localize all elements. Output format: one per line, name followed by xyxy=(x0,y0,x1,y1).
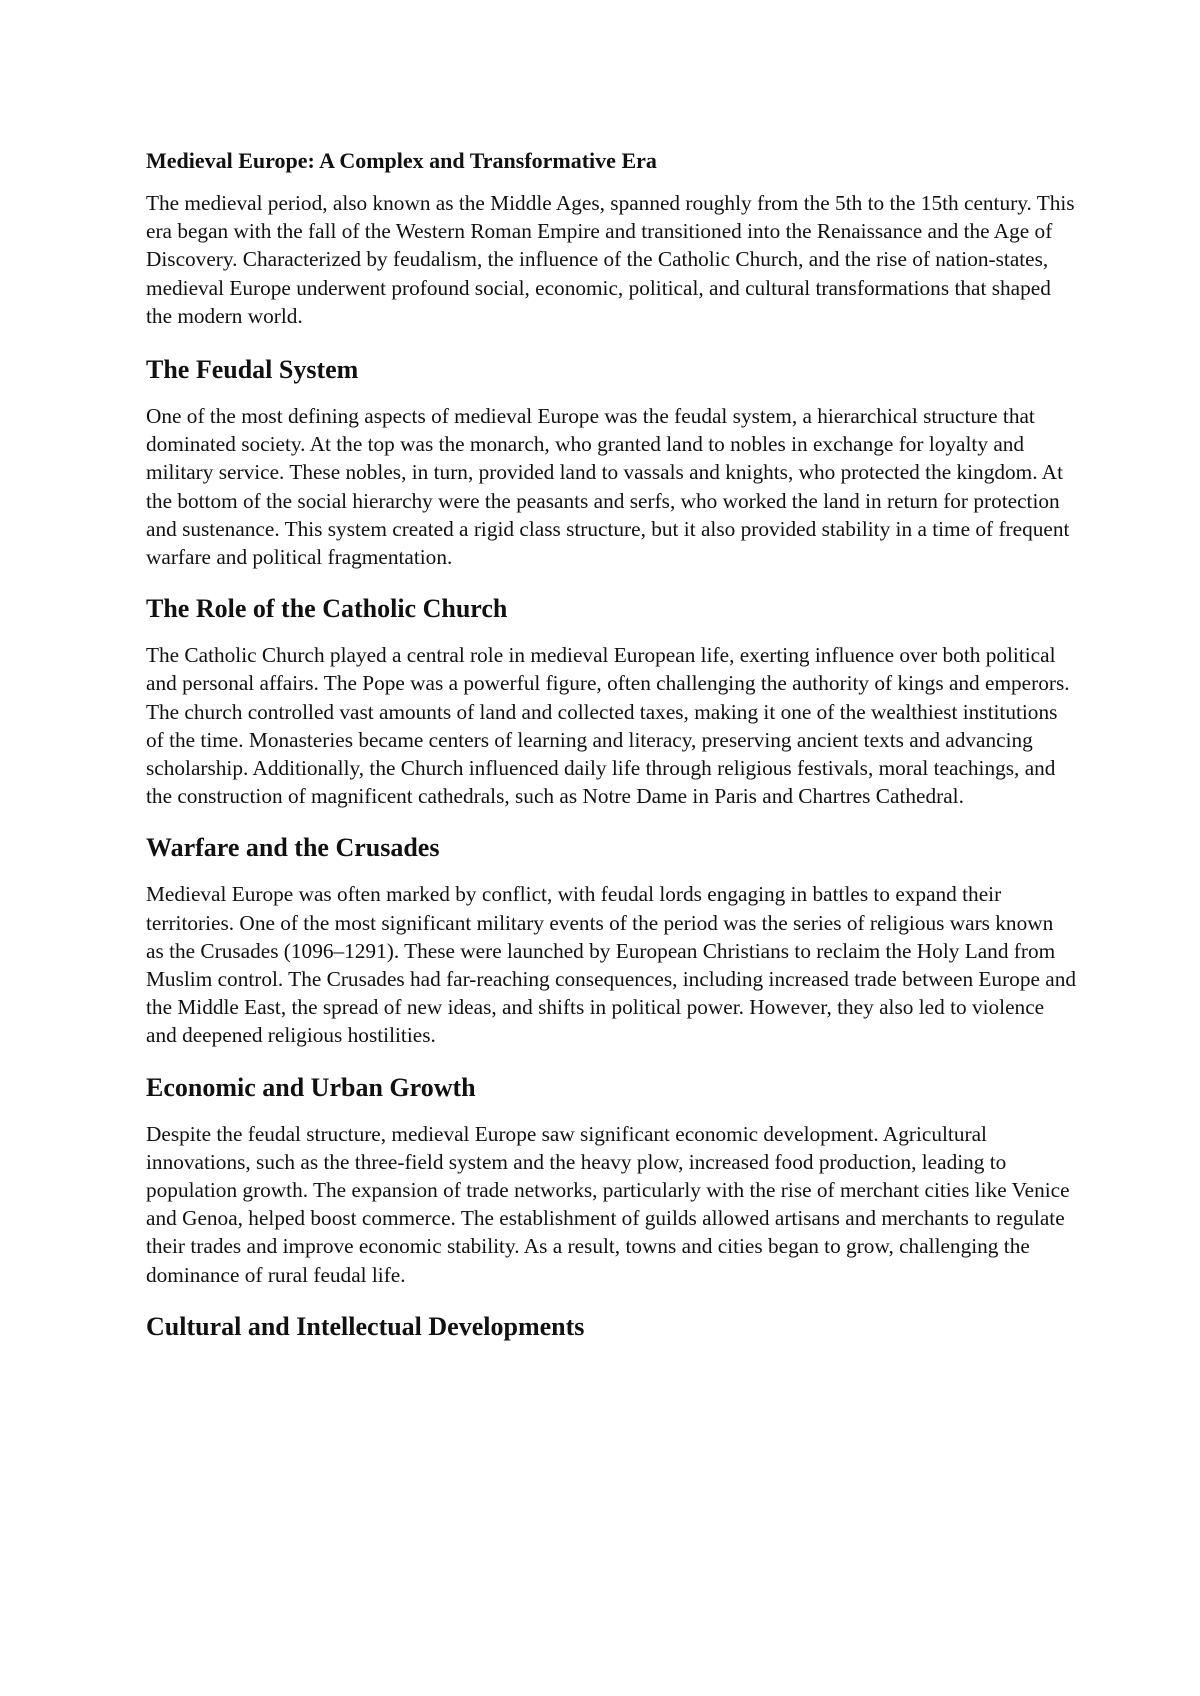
intro-paragraph: The medieval period, also known as the Middle Ages, spanned roughly from the 5th to the 15th century. This era began with the fall of the Western Roman Empire and transitioned into the Renaissance and the Age of Discovery. Characterized by feudalism, the influence of the Catholic Church, and the rise of nation-states, medieval Europe underwent profound social, economic, political, and cultural transformations that shaped the modern world. xyxy=(146,191,1075,328)
document-title: Medieval Europe: A Complex and Transformative Era xyxy=(146,148,657,173)
section-body-feudal-system: One of the most defining aspects of medieval Europe was the feudal system, a hierarchical structure that dominated society. At the top was the monarch, who granted land to nobles in exchange for loyalty and military service. These nobles, in turn, provided land to vassals and knights, who protected the kingdom. At the bottom of the social hierarchy were the peasants and serfs, who worked the land in return for protection and sustenance. This system created a rigid class structure, but it also provided stability in a time of frequent warfare and political fragmentation. xyxy=(146,404,1070,570)
section-body-catholic-church: The Catholic Church played a central role in medieval European life, exerting influence over both political and personal affairs. The Pope was a powerful figure, often challenging the authority of kings and emperors. The church controlled vast amounts of land and collected taxes, making it one of the wealthiest institutions of the time. Monasteries became centers of learning and literacy, preserving ancient texts and advancing scholarship. Additionally, the Church influenced daily life through religious festivals, moral teachings, and the construction of magnificent cathedrals, such as Notre Dame in Paris and Chartres Cathedral. xyxy=(146,643,1070,809)
section-heading-economic-growth: Economic and Urban Growth xyxy=(146,1072,476,1102)
section-body-crusades: Medieval Europe was often marked by conflict, with feudal lords engaging in battles to expand their territories. One of the most significant military events of the period was the series of religious wars known as the Crusades (1096–1291). These were launched by European Christians to reclaim the Holy Land from Muslim control. The Crusades had far-reaching consequences, including increased trade between Europe and the Middle East, the spread of new ideas, and shifts in political power. However, they also led to violence and deepened religious hostilities. xyxy=(146,882,1076,1048)
section-heading-cultural-developments: Cultural and Intellectual Developments xyxy=(146,1311,585,1341)
section-heading-catholic-church: The Role of the Catholic Church xyxy=(146,594,508,624)
section-body-economic-growth: Despite the feudal structure, medieval Europe saw significant economic development. Agricultural innovations, such as the three-field system and the heavy plow, increased food production, leading to population growth. The expansion of trade networks, particularly with the rise of merchant cities like Venice and Genoa, helped boost commerce. The establishment of guilds allowed artisans and merchants to regulate their trades and improve economic stability. As a result, towns and cities began to grow, challenging the dominance of rural feudal life. xyxy=(146,1121,1070,1287)
section-heading-feudal-system: The Feudal System xyxy=(146,355,359,385)
section-heading-crusades: Warfare and the Crusades xyxy=(146,833,440,863)
document-body xyxy=(146,147,1076,1359)
